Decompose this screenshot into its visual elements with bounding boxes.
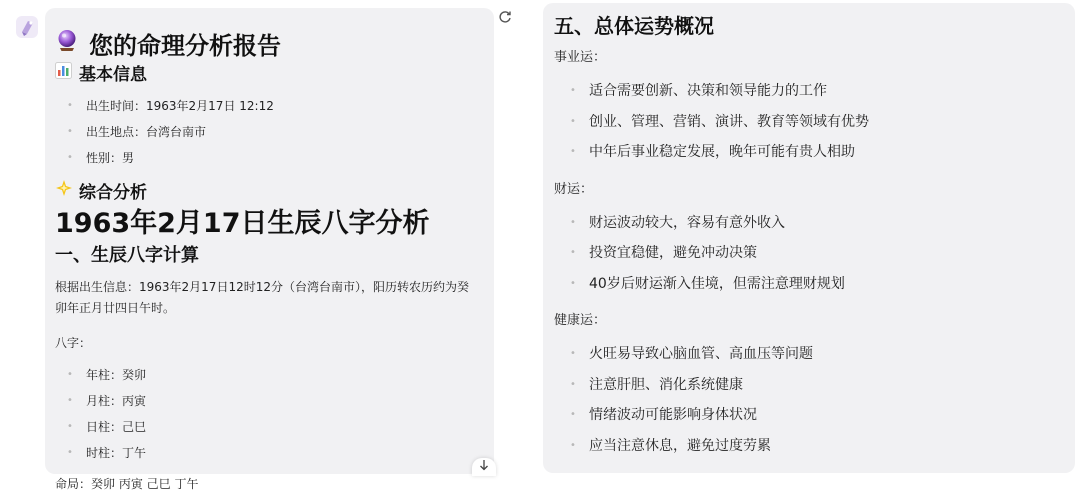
list-item: • 火旺易导致心脑血管、高血压等问题: [554, 344, 1065, 375]
list-item: • 应当注意休息，避免过度劳累: [554, 436, 1065, 467]
app-avatar-icon: [14, 14, 40, 40]
analysis-heading-row: [55, 178, 484, 202]
career-label: 事业运：: [554, 50, 607, 65]
analysis-heading: 综合分析: [79, 182, 147, 203]
refresh-button[interactable]: [496, 10, 514, 28]
bazi-calc-subtitle: 一、生辰八字计算: [55, 245, 199, 266]
list-item: • 40岁后财运渐入佳境，但需注意理财规划: [554, 274, 1065, 305]
report-title-row: [55, 26, 484, 60]
analysis-big-title: 1963年2月17日生辰八字分析: [55, 208, 430, 239]
pillar-list: [55, 367, 484, 471]
basic-info-list: [55, 98, 484, 176]
list-item: • 性别：男: [55, 150, 484, 176]
wealth-list: [554, 213, 1065, 305]
list-item: • 月柱：丙寅: [55, 393, 484, 419]
mingju-line: 命局：癸卯 丙寅 己巳 丁午: [55, 477, 199, 491]
list-item: • 日柱：己巳: [55, 419, 484, 445]
health-label: 健康运：: [554, 313, 607, 328]
refresh-icon: [498, 12, 512, 28]
list-item: • 财运波动较大，容易有意外收入: [554, 213, 1065, 244]
birth-info-paragraph: 根据出生信息：1963年2月17日12时12分（台湾台南市），阳历转农历约为癸卯年正月廿四日午时。: [55, 280, 469, 315]
list-item: • 出生地点：台湾台南市: [55, 124, 484, 150]
bar-chart-icon: [55, 62, 75, 83]
health-list: [554, 344, 1065, 466]
basic-info-heading-row: [55, 60, 484, 84]
list-item: • 中年后事业稳定发展，晚年可能有贵人相助: [554, 142, 1065, 173]
page-title: 您的命理分析报告: [89, 31, 281, 60]
report-panel-left[interactable]: [45, 8, 494, 491]
list-item: • 时柱：丁午: [55, 445, 484, 471]
list-item: • 投资宜稳健，避免冲动决策: [554, 243, 1065, 274]
report-content: [55, 26, 484, 493]
basic-info-heading: 基本信息: [79, 64, 147, 85]
wealth-label: 财运：: [554, 181, 594, 197]
career-list: [554, 81, 1065, 173]
list-item: • 情绪波动可能影响身体状况: [554, 405, 1065, 436]
sparkle-star-icon: [55, 179, 75, 201]
fortune-content: [554, 11, 1065, 466]
fortune-overview-title: 五、总体运势概况: [554, 14, 714, 38]
scroll-down-icon: [479, 460, 489, 474]
report-panel-right[interactable]: [543, 3, 1075, 473]
bazi-label: 八字：: [55, 336, 92, 350]
scroll-down-button[interactable]: [472, 458, 496, 476]
crystal-ball-icon: [55, 28, 83, 58]
list-item: • 创业、管理、营销、演讲、教育等领域有优势: [554, 112, 1065, 143]
list-item: • 适合需要创新、决策和领导能力的工作: [554, 81, 1065, 112]
list-item: • 年柱：癸卯: [55, 367, 484, 393]
list-item: • 注意肝胆、消化系统健康: [554, 375, 1065, 406]
list-item: • 出生时间：1963年2月17日 12:12: [55, 98, 484, 124]
